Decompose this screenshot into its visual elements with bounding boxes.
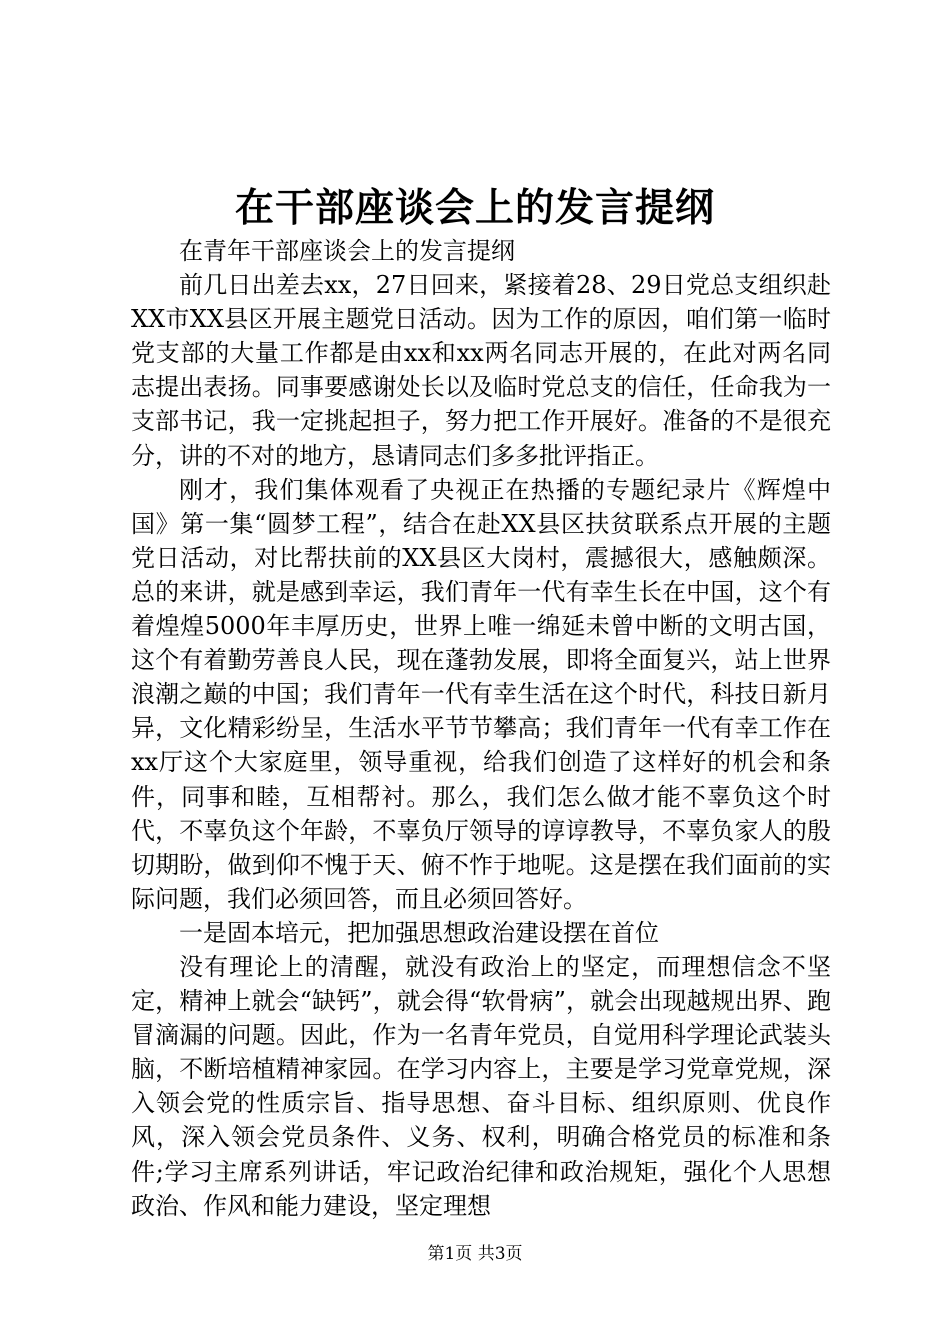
- page-title: 在干部座谈会上的发言提纲: [234, 185, 715, 231]
- paragraph-section-one: 没有理论上的清醒，就没有政治上的坚定，而理想信念不坚定，精神上就会“缺钙”，就会得“软骨病”，就会出现越规出界、跑冒滴漏的问题。因此，作为一名青年党员，自觉用科学理论武装头脑，不断培植精神家园。在学习内容上，主要是学习党章党规，深入领会党的性质宗旨、指导思想、奋斗目标、组织原则、优良作风，深入领会党员条件、义务、权利，明确合格党员的标准和条件;学习主席系列讲话，牢记政治纪律和政治规矩，强化个人思想政治、作风和能力建设，坚定理想: [131, 952, 831, 1220]
- paragraph-subtitle: 在青年干部座谈会上的发言提纲: [179, 237, 515, 265]
- page-footer: 第1页 共3页: [427, 1244, 523, 1264]
- section-heading-one: 一是固本培元，把加强思想政治建设摆在首位: [179, 918, 659, 947]
- document-body: [131, 234, 831, 1223]
- paragraph-intro: 前几日出差去xx，27日回来，紧接着28、29日党总支组织赴XX市XX县区开展主题党日活动。因为工作的原因，咱们第一临时党支部的大量工作都是由xx和xx两名同志开展的，在此对两名同志提出表扬。同事要感谢处长以及临时党总支的信任，任命我为一支部书记，我一定挑起担子，努力把工作开展好。准备的不是很充分，讲的不对的地方，恳请同志们多多批评指正。: [131, 271, 831, 470]
- paragraph-reflection: 刚才，我们集体观看了央视正在热播的专题纪录片《辉煌中国》第一集“圆梦工程”，结合在赴XX县区扶贫联系点开展的主题党日活动，对比帮扶前的XX县区大岗村，震撼很大，感触颇深。总的来讲，就是感到幸运，我们青年一代有幸生长在中国，这个有着煌煌5000年丰厚历史，世界上唯一绵延未曾中断的文明古国，这个有着勤劳善良人民，现在蓬勃发展，即将全面复兴，站上世界浪潮之巅的中国；我们青年一代有幸生活在这个时代，科技日新月异，文化精彩纷呈，生活水平节节攀高；我们青年一代有幸工作在xx厅这个大家庭里，领导重视，给我们创造了这样好的机会和条件，同事和睦，互相帮衬。那么，我们怎么做才能不辜负这个时代，不辜负这个年龄，不辜负厅领导的谆谆教导，不辜负家人的殷切期盼，做到仰不愧于天、俯不怍于地呢。这是摆在我们面前的实际问题，我们必须回答，而且必须回答好。: [131, 475, 831, 913]
